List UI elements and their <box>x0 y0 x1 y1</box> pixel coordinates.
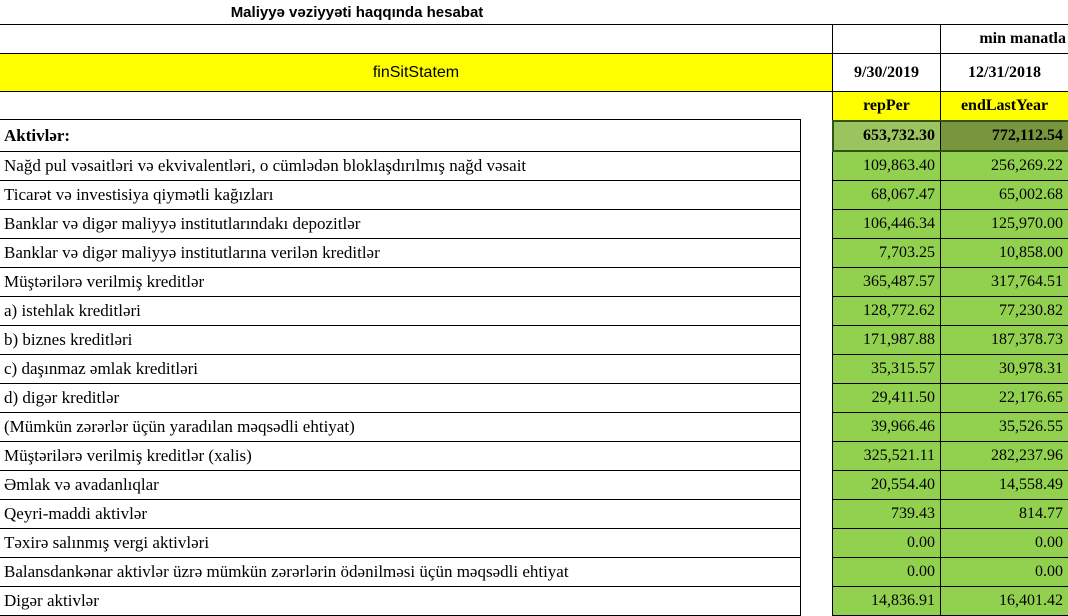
gutter-cell <box>801 500 832 529</box>
table-row <box>0 384 1068 413</box>
row-label-cell[interactable]: Əmlak və avadanlıqlar <box>0 471 801 500</box>
row-label-cell[interactable]: Digər aktivlər <box>0 587 801 616</box>
row-label-cell[interactable]: (Mümkün zərərlər üçün yaradılan məqsədli ehtiyat) <box>0 413 801 442</box>
table-row <box>0 471 1068 500</box>
assets-total-repper-cell[interactable]: 653,732.30 <box>834 122 940 150</box>
assets-total-endlastyear-cell[interactable]: 772,112.54 <box>940 122 1068 150</box>
repper-value-cell[interactable]: 39,966.46 <box>832 413 940 442</box>
row-label-cell[interactable]: Ticarət və investisiya qiymətli kağızları <box>0 181 801 210</box>
endlastyear-value-cell[interactable]: 256,269.22 <box>940 152 1068 181</box>
prior-date-column-header[interactable]: 12/31/2018 <box>940 54 1068 91</box>
row-label-cell[interactable]: Müştərilərə verilmiş kreditlər (xalis) <box>0 442 801 471</box>
report-date-column-header[interactable]: 9/30/2019 <box>832 54 940 91</box>
repper-value-cell[interactable]: 325,521.11 <box>832 442 940 471</box>
endlastyear-value-cell[interactable]: 125,970.00 <box>940 210 1068 239</box>
gutter-cell <box>801 297 832 326</box>
gutter-cell <box>801 120 832 152</box>
row-label-cell[interactable]: Banklar və digər maliyyə institutlarına verilən kreditlər <box>0 239 801 268</box>
gutter-cell <box>801 152 832 181</box>
table-row <box>0 355 1068 384</box>
table-row <box>0 587 1068 616</box>
endlastyear-value-cell[interactable]: 0.00 <box>940 529 1068 558</box>
gutter-cell <box>801 471 832 500</box>
table-row <box>0 326 1068 355</box>
repper-value-cell[interactable]: 739.43 <box>832 500 940 529</box>
gutter-cell <box>801 210 832 239</box>
assets-total-row <box>0 120 1068 152</box>
repper-value-cell[interactable]: 109,863.40 <box>832 152 940 181</box>
empty-cell[interactable] <box>0 92 801 120</box>
gutter-cell <box>801 92 832 120</box>
gutter-cell <box>801 442 832 471</box>
endlastyear-value-cell[interactable]: 282,237.96 <box>940 442 1068 471</box>
table-row <box>0 442 1068 471</box>
table-row <box>0 413 1068 442</box>
assets-section-label[interactable]: Aktivlər: <box>0 120 801 152</box>
units-note: min manatla <box>940 25 1068 53</box>
table-row <box>0 529 1068 558</box>
repper-value-cell[interactable]: 68,067.47 <box>832 181 940 210</box>
endlastyear-value-cell[interactable]: 22,176.65 <box>940 384 1068 413</box>
repper-value-cell[interactable]: 29,411.50 <box>832 384 940 413</box>
selected-cell-range <box>832 120 1068 152</box>
repper-value-cell[interactable]: 106,446.34 <box>832 210 940 239</box>
endlastyear-code-cell[interactable]: endLastYear <box>940 92 1068 120</box>
row-label-cell[interactable]: b) biznes kreditləri <box>0 326 801 355</box>
gutter-cell <box>801 355 832 384</box>
repper-value-cell[interactable]: 365,487.57 <box>832 268 940 297</box>
gutter-cell <box>801 268 832 297</box>
code-row <box>0 92 1068 120</box>
endlastyear-value-cell[interactable]: 14,558.49 <box>940 471 1068 500</box>
endlastyear-value-cell[interactable]: 65,002.68 <box>940 181 1068 210</box>
endlastyear-value-cell[interactable]: 814.77 <box>940 500 1068 529</box>
table-row <box>0 210 1068 239</box>
repper-value-cell[interactable]: 7,703.25 <box>832 239 940 268</box>
repper-value-cell[interactable]: 0.00 <box>832 558 940 587</box>
empty-cell[interactable] <box>832 25 940 53</box>
row-label-cell[interactable]: Təxirə salınmış vergi aktivləri <box>0 529 801 558</box>
gutter-cell <box>801 181 832 210</box>
endlastyear-value-cell[interactable]: 35,526.55 <box>940 413 1068 442</box>
units-row <box>0 24 1068 54</box>
gutter-cell <box>801 413 832 442</box>
empty-cell[interactable] <box>0 25 832 53</box>
endlastyear-value-cell[interactable]: 10,858.00 <box>940 239 1068 268</box>
table-row <box>0 268 1068 297</box>
table-row <box>0 181 1068 210</box>
endlastyear-value-cell[interactable]: 16,401.42 <box>940 587 1068 616</box>
gutter-cell <box>801 239 832 268</box>
table-row <box>0 152 1068 181</box>
repper-value-cell[interactable]: 171,987.88 <box>832 326 940 355</box>
repper-value-cell[interactable]: 20,554.40 <box>832 471 940 500</box>
row-label-cell[interactable]: a) istehlak kreditləri <box>0 297 801 326</box>
row-label-cell[interactable]: Nağd pul vəsaitləri və ekvivalentləri, o cümlədən bloklaşdırılmış nağd vəsait <box>0 152 801 181</box>
repper-value-cell[interactable]: 35,315.57 <box>832 355 940 384</box>
statement-code-cell[interactable]: finSitStatem <box>0 54 832 91</box>
endlastyear-value-cell[interactable]: 77,230.82 <box>940 297 1068 326</box>
row-label-cell[interactable]: Banklar və digər maliyyə institutlarındakı depozitlər <box>0 210 801 239</box>
header-row <box>0 54 1068 92</box>
row-label-cell[interactable]: Qeyri-maddi aktivlər <box>0 500 801 529</box>
gutter-cell <box>801 326 832 355</box>
endlastyear-value-cell[interactable]: 30,978.31 <box>940 355 1068 384</box>
data-rows <box>0 152 1068 616</box>
table-row <box>0 500 1068 529</box>
table-row <box>0 297 1068 326</box>
row-label-cell[interactable]: c) daşınmaz əmlak kreditləri <box>0 355 801 384</box>
gutter-cell <box>801 384 832 413</box>
row-label-cell[interactable]: Balansdankənar aktivlər üzrə mümkün zərərlərin ödənilməsi üçün məqsədli ehtiyat <box>0 558 801 587</box>
endlastyear-value-cell[interactable]: 187,378.73 <box>940 326 1068 355</box>
table-row <box>0 239 1068 268</box>
row-label-cell[interactable]: Müştərilərə verilmiş kreditlər <box>0 268 801 297</box>
repper-value-cell[interactable]: 14,836.91 <box>832 587 940 616</box>
repper-value-cell[interactable]: 128,772.62 <box>832 297 940 326</box>
endlastyear-value-cell[interactable]: 0.00 <box>940 558 1068 587</box>
report-title: Maliyyə vəziyyəti haqqında hesabat <box>230 3 484 21</box>
gutter-cell <box>801 529 832 558</box>
gutter-cell <box>801 558 832 587</box>
table-row <box>0 558 1068 587</box>
repper-code-cell[interactable]: repPer <box>832 92 940 120</box>
gutter-cell <box>801 587 832 616</box>
repper-value-cell[interactable]: 0.00 <box>832 529 940 558</box>
row-label-cell[interactable]: d) digər kreditlər <box>0 384 801 413</box>
endlastyear-value-cell[interactable]: 317,764.51 <box>940 268 1068 297</box>
